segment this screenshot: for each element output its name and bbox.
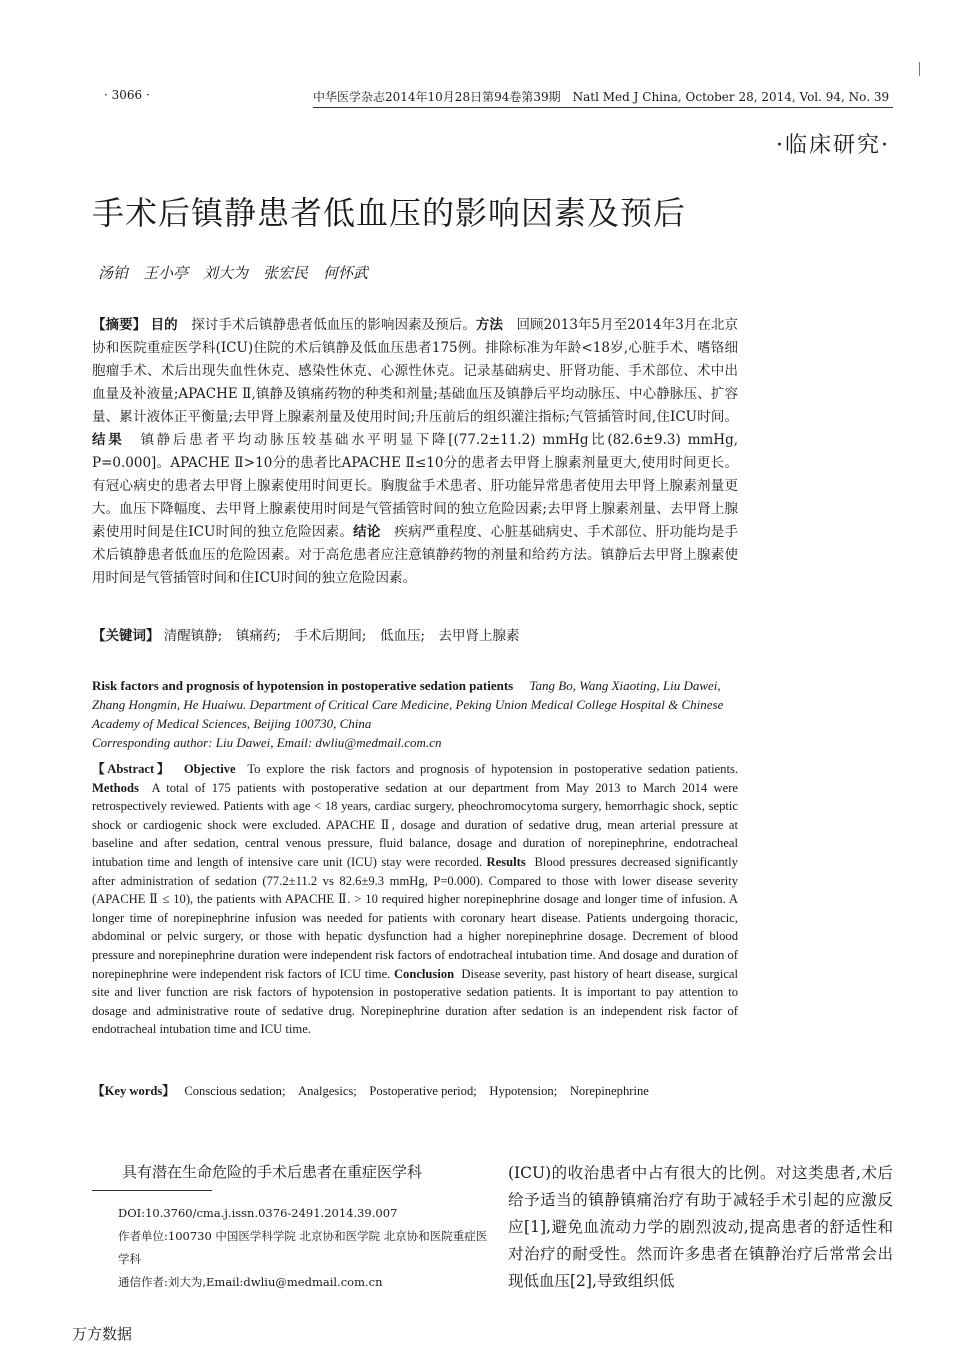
- methods-label: 方法: [475, 317, 503, 333]
- conclusion-label: 结论: [353, 524, 381, 540]
- footnote-correspondence: 通信作者:刘大为,Email:dwliu@medmail.com.cn: [118, 1275, 383, 1289]
- footnote-divider: [92, 1190, 212, 1191]
- footnote-affiliation: 作者单位:100730 中国医学科学院 北京协和医学院 北京协和医院重症医学科: [118, 1229, 488, 1266]
- section-tag: ·临床研究·: [776, 133, 890, 158]
- corner-crop-mark: [919, 62, 920, 76]
- objective-text: 探讨手术后镇静患者低血压的影响因素及预后。: [191, 317, 476, 333]
- keywords-en-text: Conscious sedation; Analgesics; Postoperative period; Hypotension; Norepinephrine: [184, 1084, 649, 1098]
- conclusion-en-label: Conclusion: [393, 966, 455, 981]
- keywords-text: 清醒镇静; 镇痛药; 手术后期间; 低血压; 去甲肾上腺素: [163, 628, 520, 644]
- chinese-keywords: [92, 625, 738, 648]
- english-title: Risk factors and prognosis of hypotension in postoperative sedation patients: [92, 678, 514, 693]
- results-text: 镇静后患者平均动脉压较基础水平明显下降[(77.2±11.2) mmHg比(82.6±9.3) mmHg, P=0.000]。APACHE Ⅱ>10分的患者比APACHE Ⅱ≤10分的患者去甲肾上腺素剂量更大,使用时间更长。有冠心病史的患者去甲肾上腺素使用时间更长。胸腹盆手术患者、肝功能异常患者使用去甲肾上腺素剂量更大。血压下降幅度、去甲肾上腺素使用时间是气管插管时间的独立危险因素;去甲肾上腺素剂量、去甲肾上腺素使用时间是住ICU时间的独立危险因素。: [92, 432, 739, 540]
- english-authors-affiliation: Tang Bo, Wang Xiaoting, Liu Dawei, Zhang Hongmin, He Huaiwu. Department of Critical Care Medicine, Peking Union Medical College Hospital & Chinese Academy of Medical Sciences, Beijing 100730, China: [92, 678, 724, 731]
- results-en-text: Blood pressures decreased significantly after administration of sedation (77.2±11.2 vs 82.6±9.3 mmHg, P=0.000). Compared to those with lower disease severity (APACHE Ⅱ ≤ 10), the patients with APACHE Ⅱ. > 10 required higher norepinephrine dosage and longer time of infusion. A longer time of norepinephrine infusion was needed for patients with coronary heart disease. Patients undergoing thoracic, abdominal or pelvic surgery, or those with hepatic dysfunction had a higher norepinephrine dosage. Decrement of blood pressure and norepinephrine duration were independent risk factors of endotracheal intubation time. And dosage and duration of norepinephrine were independent risk factors of ICU time.: [92, 854, 738, 981]
- author-list: 汤铂 王小亭 刘大为 张宏民 何怀武: [98, 264, 369, 282]
- chinese-abstract: [92, 314, 738, 590]
- article-title: 手术后镇静患者低血压的影响因素及预后: [92, 194, 687, 232]
- results-en-label: Results: [486, 854, 526, 869]
- english-abstract: [92, 760, 738, 1039]
- methods-en-text: A total of 175 patients with postoperative sedation at our department from May 2013 to March 2014 were retrospectively reviewed. Patients with age < 18 years, cardiac surgery, pheochromocytoma surgery, hemorrhagic shock, septic shock or cardiogenic shock were excluded. APACHE Ⅱ, dosage and duration of sedative drug, mean arterial pressure at baseline and after sedation, central venous pressure, fluid balance, dosage and duration of norepinephrine, endotracheal intubation time and length of intensive care unit (ICU) stay were recorded.: [92, 780, 738, 869]
- abstract-en-label: 【Abstract】: [92, 762, 173, 776]
- corresponding-author: Corresponding author: Liu Dawei, Email: dwliu@medmail.com.cn: [92, 735, 442, 750]
- methods-en-label: Methods: [92, 780, 139, 795]
- watermark: 万方数据: [72, 1325, 133, 1343]
- keywords-label: 【关键词】: [92, 628, 160, 644]
- english-keywords: [92, 1082, 738, 1101]
- keywords-en-label: 【Key words】: [92, 1084, 175, 1098]
- footnote-doi: DOI:10.3760/cma.j.issn.0376-2491.2014.39.007: [118, 1206, 398, 1220]
- objective-en-text: To explore the risk factors and prognosis of hypotension in postoperative sedation patients.: [247, 762, 739, 776]
- body-text-left-column: 具有潜在生命危险的手术后患者在重症医学科: [122, 1163, 423, 1181]
- body-text-right-column: (ICU)的收治患者中占有很大的比例。对这类患者,术后给予适当的镇静镇痛治疗有助于减轻手术引起的应激反应[1],避免血流动力学的剧烈波动,提高患者的舒适性和对治疗的耐受性。然而许多患者在镇静治疗后常常会出现低血压[2],导致组织低: [508, 1164, 893, 1290]
- abstract-label: 【摘要】: [92, 317, 147, 333]
- objective-en-label: Objective: [183, 762, 236, 776]
- page-number: · 3066 ·: [104, 88, 150, 102]
- footnotes: [118, 1202, 498, 1294]
- results-label: 结果: [92, 432, 125, 448]
- conclusion-text: 疾病严重程度、心脏基础病史、手术部位、肝功能均是手术后镇静患者低血压的危险因素。对于高危患者应注意镇静药物的剂量和给药方法。镇静后去甲肾上腺素使用时间是气管插管时间和住ICU时间的独立危险因素。: [92, 524, 739, 586]
- objective-label: 目的: [150, 317, 178, 333]
- conclusion-en-text: Disease severity, past history of heart disease, surgical site and liver function are risk factors of hypotension in postoperative sedation patients. It is important to pay attention to dosage and administrative route of sedative drug. Norepinephrine duration after sedation is an independent risk factor of endotracheal intubation time and ICU time.: [92, 966, 738, 1037]
- methods-text: 回顾2013年5月至2014年3月在北京协和医院重症医学科(ICU)住院的术后镇静及低血压患者175例。排除标准为年龄<18岁,心脏手术、嗜铬细胞瘤手术、术后出现失血性休克、感染性休克、心源性休克。记录基础病史、肝肾功能、手术部位、术中出血量及补液量;APACHE Ⅱ,镇静及镇痛药物的种类和剂量;基础血压及镇静后平均动脉压、中心静脉压、扩容量、累计液体正平衡量;去甲肾上腺素剂量及使用时间;升压前后的组织灌注指标;气管插管时间,住ICU时间。: [92, 317, 739, 425]
- english-title-block: [92, 676, 738, 752]
- journal-running-header: 中华医学杂志2014年10月28日第94卷第39期 Natl Med J China, October 28, 2014, Vol. 94, No. 39: [313, 88, 893, 108]
